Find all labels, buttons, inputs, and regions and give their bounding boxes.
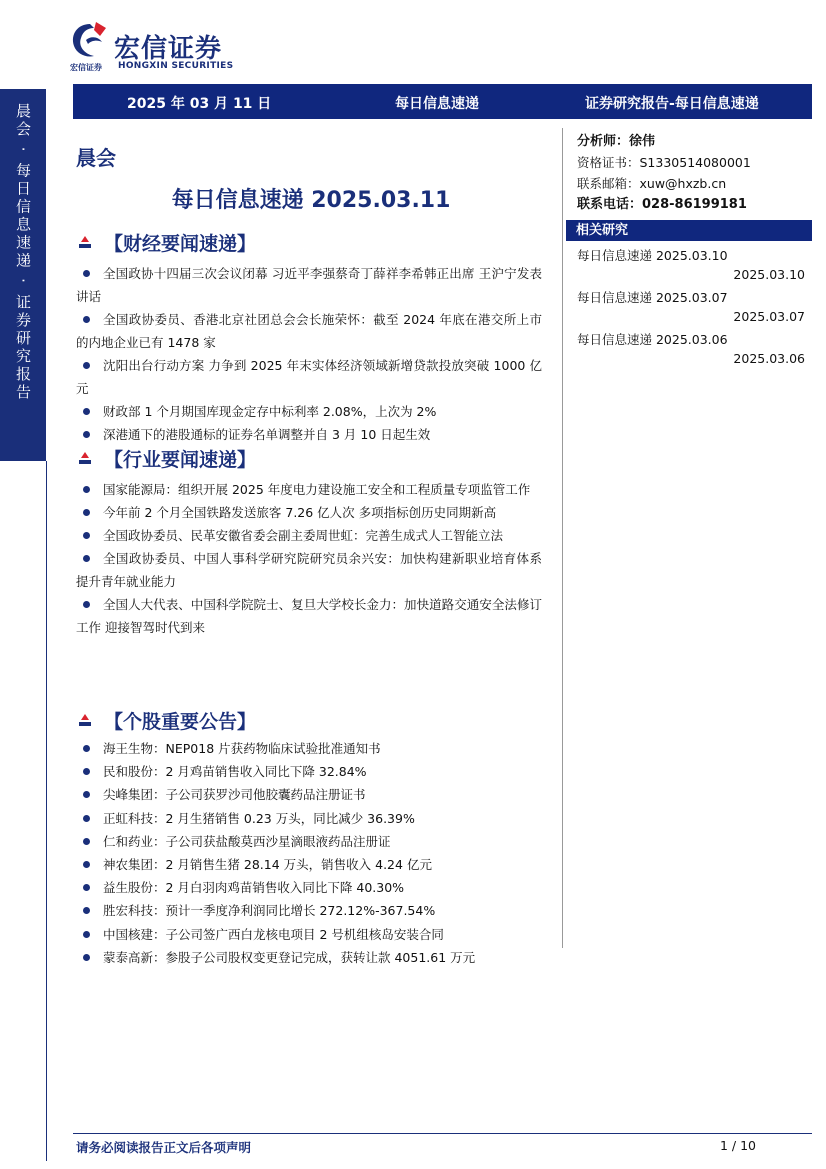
- report-type: 证券研究报告-每日信息速递: [585, 96, 759, 112]
- side-label-bar: [0, 89, 46, 461]
- related-item-date: 2025.03.10: [733, 267, 805, 282]
- section-finance-heading: [76, 229, 256, 256]
- analyst-certificate: 资格证书：S1330514080001: [577, 155, 751, 170]
- section-stocks-title: 【个股重要公告】: [104, 711, 257, 733]
- section-stocks-heading: [76, 707, 256, 734]
- list-item: 全国政协委员、香港北京社团总会会长施荣怀：截至 2024 年底在港交所上市的内地企业已有 1478 家: [76, 308, 542, 354]
- analyst-name: 分析师：徐伟: [577, 134, 656, 149]
- analyst-email: 联系邮箱：xuw@hxzb.cn: [577, 176, 727, 191]
- related-item[interactable]: [577, 244, 807, 286]
- section-arrow-icon: [76, 234, 98, 252]
- list-item: 尖峰集团：子公司获罗沙司他胶囊药品注册证书: [76, 783, 542, 806]
- list-item: 中国核建：子公司签广西白龙核电项目 2 号机组核岛安装合同: [76, 923, 542, 946]
- related-item-date: 2025.03.06: [733, 351, 805, 366]
- stock-announcement-list: [76, 737, 542, 969]
- page-title: 每日信息速递 2025.03.11: [171, 188, 451, 213]
- footer-disclaimer: 请务必阅读报告正文后各项声明: [76, 1140, 252, 1155]
- logo-name: 宏信证券: [114, 34, 223, 64]
- report-date: 2025 年 03 月 11 日: [127, 96, 272, 112]
- list-item: 蒙泰高新：参股子公司股权变更登记完成，获转让款 4051.61 万元: [76, 946, 542, 969]
- list-item: 国家能源局：组织开展 2025 年度电力建设施工安全和工程质量专项监管工作: [76, 478, 542, 501]
- related-item-title: 每日信息速递 2025.03.07: [577, 290, 728, 305]
- logo-sub-cn: 宏信证券: [70, 63, 102, 72]
- list-item: 沈阳出台行动方案 力争到 2025 年末实体经济领域新增贷款投放突破 1000 亿元: [76, 354, 542, 400]
- related-item-date: 2025.03.07: [733, 309, 805, 324]
- logo-mark-icon: [66, 18, 114, 62]
- report-category: 每日信息速递: [395, 96, 479, 112]
- section-finance-title: 【财经要闻速递】: [104, 233, 257, 255]
- section-industry-heading: [76, 445, 256, 472]
- side-divider: [46, 461, 47, 1161]
- column-divider: [562, 128, 563, 948]
- section-arrow-icon: [76, 450, 98, 468]
- list-item: 全国人大代表、中国科学院院士、复旦大学校长金力：加快道路交通安全法修订工作 迎接智驾时代到来: [76, 593, 542, 639]
- list-item: 海王生物：NEP018 片获药物临床试验批准通知书: [76, 737, 542, 760]
- list-item: 全国政协十四届三次会议闭幕 习近平李强蔡奇丁薛祥李希韩正出席 王沪宁发表讲话: [76, 262, 542, 308]
- analyst-phone: 联系电话：028-86199181: [577, 197, 747, 212]
- side-label: 晨会 · 每日信息速递 · 证券研究报告: [14, 103, 32, 402]
- report-brand: 晨会: [76, 146, 116, 170]
- list-item: 财政部 1 个月期国库现金定存中标利率 2.08%，上次为 2%: [76, 400, 542, 423]
- page-number: 1 / 10: [719, 1138, 756, 1153]
- related-research-heading: 相关研究: [566, 220, 812, 241]
- list-item: 益生股份：2 月白羽肉鸡苗销售收入同比下降 40.30%: [76, 876, 542, 899]
- logo-sub-en: HONGXIN SECURITIES: [118, 61, 234, 71]
- list-item: 深港通下的港股通标的证券名单调整并自 3 月 10 日起生效: [76, 423, 542, 446]
- list-item: 民和股份：2 月鸡苗销售收入同比下降 32.84%: [76, 760, 542, 783]
- section-industry-title: 【行业要闻速递】: [104, 449, 257, 471]
- related-item-title: 每日信息速递 2025.03.06: [577, 332, 728, 347]
- section-arrow-icon: [76, 712, 98, 730]
- list-item: 神农集团：2 月销售生猪 28.14 万头，销售收入 4.24 亿元: [76, 853, 542, 876]
- list-item: 仁和药业：子公司获盐酸莫西沙星滴眼液药品注册证: [76, 830, 542, 853]
- company-logo: [66, 18, 256, 76]
- related-item-title: 每日信息速递 2025.03.10: [577, 248, 728, 263]
- industry-news-list: [76, 478, 542, 639]
- list-item: 正虹科技：2 月生猪销售 0.23 万头，同比减少 36.39%: [76, 807, 542, 830]
- header-bar: [73, 84, 812, 119]
- related-item[interactable]: [577, 328, 807, 370]
- analyst-info: [577, 131, 812, 215]
- list-item: 全国政协委员、中国人事科学研究院研究员余兴安：加快构建新职业培育体系 提升青年就业能力: [76, 547, 542, 593]
- related-research-list: [577, 244, 807, 370]
- list-item: 全国政协委员、民革安徽省委会副主委周世虹：完善生成式人工智能立法: [76, 524, 542, 547]
- finance-news-list: [76, 262, 542, 446]
- list-item: 胜宏科技：预计一季度净利润同比增长 272.12%-367.54%: [76, 899, 542, 922]
- list-item: 今年前 2 个月全国铁路发送旅客 7.26 亿人次 多项指标创历史同期新高: [76, 501, 542, 524]
- related-item[interactable]: [577, 286, 807, 328]
- footer-divider: [73, 1133, 812, 1134]
